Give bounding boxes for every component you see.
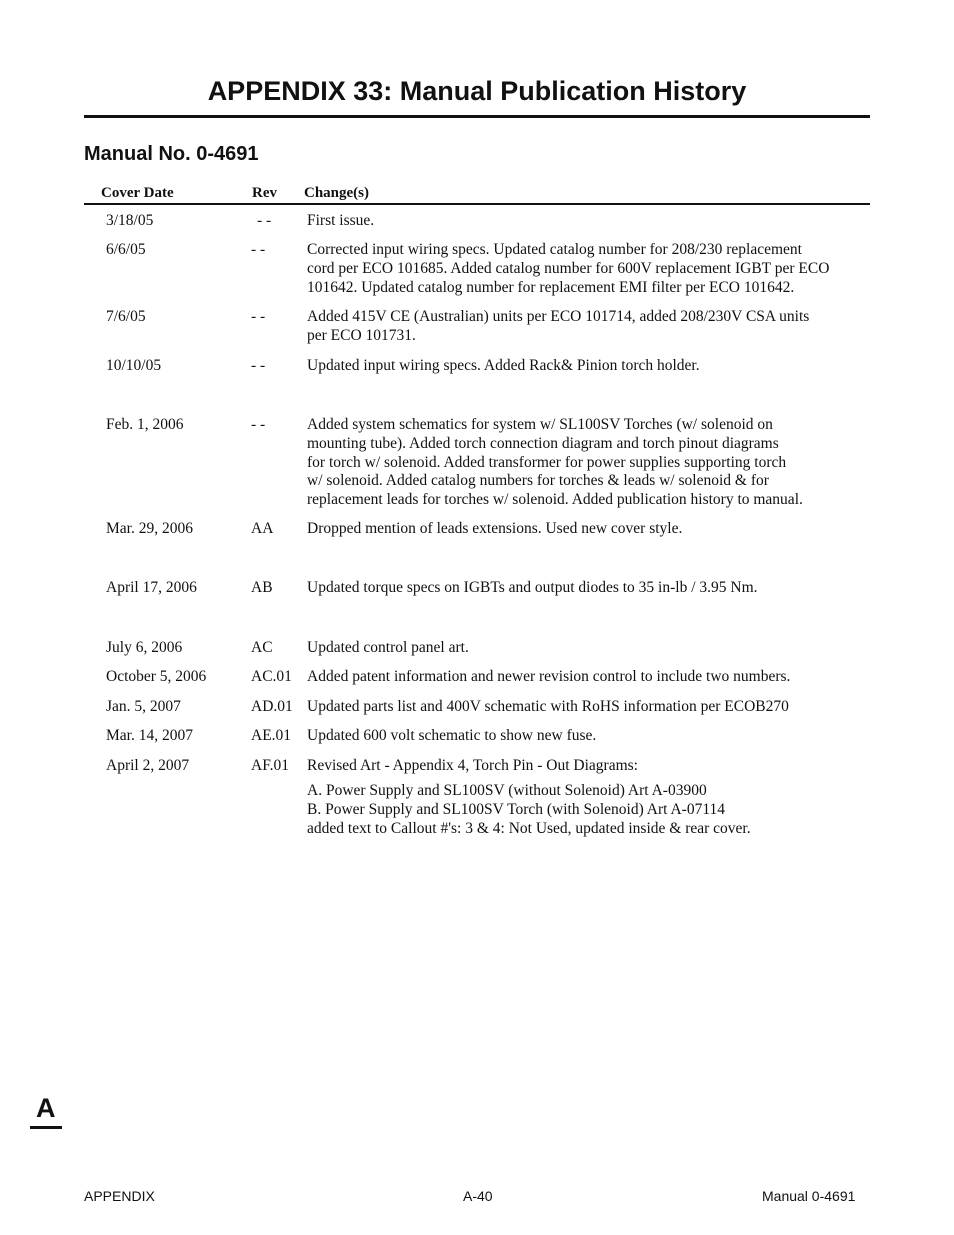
row-rev: AB bbox=[251, 579, 273, 596]
footer-section: APPENDIX bbox=[84, 1188, 155, 1204]
change-line: Dropped mention of leads extensions. Used new cover style. bbox=[307, 520, 683, 537]
row-date: 7/6/05 bbox=[106, 308, 146, 325]
row-date: October 5, 2006 bbox=[106, 668, 207, 685]
row-rev: - - bbox=[257, 212, 272, 229]
change-line: Added patent information and newer revision control to include two numbers. bbox=[307, 668, 791, 685]
change-line: Added 415V CE (Australian) units per ECO 101714, added 208/230V CSA units bbox=[307, 308, 810, 325]
appendix-section-tab: A bbox=[36, 1093, 56, 1123]
row-changes bbox=[307, 579, 872, 598]
row-rev: AA bbox=[251, 520, 274, 537]
row-date: Mar. 29, 2006 bbox=[106, 520, 193, 537]
page-title: APPENDIX 33: Manual Publication History bbox=[207, 76, 747, 106]
header-divider bbox=[84, 203, 870, 205]
row-date: July 6, 2006 bbox=[106, 639, 183, 656]
change-line: cord per ECO 101685. Added catalog number for 600V replacement IGBT per ECO bbox=[307, 259, 830, 277]
row-rev: - - bbox=[251, 416, 266, 433]
footer-page-number: A-40 bbox=[463, 1188, 493, 1204]
row-date: 6/6/05 bbox=[106, 241, 146, 258]
row-date: 3/18/05 bbox=[106, 212, 154, 229]
row-rev: - - bbox=[251, 357, 266, 374]
change-line: added text to Callout #'s: 3 & 4: Not Used, updated inside & rear cover. bbox=[307, 819, 751, 837]
row-date: April 17, 2006 bbox=[106, 579, 197, 596]
art-list bbox=[307, 782, 872, 838]
row-changes bbox=[307, 416, 872, 510]
row-date: Mar. 14, 2007 bbox=[106, 727, 193, 744]
change-line: 101642. Updated catalog number for replacement EMI filter per ECO 101642. bbox=[307, 278, 795, 296]
change-line: for torch w/ solenoid. Added transformer for power supplies supporting torch bbox=[307, 453, 787, 471]
row-changes bbox=[307, 241, 872, 297]
column-header-cover-date: Cover Date bbox=[101, 185, 174, 201]
row-changes bbox=[307, 757, 872, 776]
change-line: Added system schematics for system w/ SL100SV Torches (w/ solenoid on bbox=[307, 416, 773, 433]
row-date: 10/10/05 bbox=[106, 357, 162, 374]
row-changes bbox=[307, 357, 872, 376]
change-line: mounting tube). Added torch connection diagram and torch pinout diagrams bbox=[307, 434, 779, 452]
column-header-rev: Rev bbox=[252, 185, 277, 201]
row-rev: AC bbox=[251, 639, 273, 656]
change-line: Updated control panel art. bbox=[307, 639, 469, 656]
change-line: w/ solenoid. Added catalog numbers for torches & leads w/ solenoid & for bbox=[307, 472, 769, 490]
row-changes bbox=[307, 639, 872, 658]
row-rev: AC.01 bbox=[251, 668, 292, 685]
column-header-changes: Change(s) bbox=[304, 185, 370, 201]
change-line: Updated parts list and 400V schematic with RoHS information per ECOB270 bbox=[307, 698, 789, 715]
change-line: replacement leads for torches w/ solenoid. Added publication history to manual. bbox=[307, 491, 803, 509]
row-rev: - - bbox=[251, 241, 266, 258]
row-changes bbox=[307, 698, 872, 717]
footer-manual-number: Manual 0-4691 bbox=[762, 1188, 856, 1204]
change-line: Corrected input wiring specs. Updated catalog number for 208/230 replacement bbox=[307, 241, 802, 258]
change-line: Updated input wiring specs. Added Rack& Pinion torch holder. bbox=[307, 357, 700, 374]
row-rev: AD.01 bbox=[251, 698, 293, 715]
row-changes bbox=[307, 520, 872, 539]
row-rev: AF.01 bbox=[251, 757, 289, 774]
change-line: Revised Art - Appendix 4, Torch Pin - Out Diagrams: bbox=[307, 757, 638, 774]
change-line: First issue. bbox=[307, 212, 375, 229]
row-changes bbox=[307, 212, 872, 231]
row-date: April 2, 2007 bbox=[106, 757, 190, 774]
row-rev: - - bbox=[251, 308, 266, 325]
change-line: A. Power Supply and SL100SV (without Solenoid) Art A-03900 bbox=[307, 782, 707, 799]
change-line: B. Power Supply and SL100SV Torch (with Solenoid) Art A-07114 bbox=[307, 800, 725, 818]
row-changes bbox=[307, 727, 872, 746]
change-line: Updated torque specs on IGBTs and output diodes to 35 in-lb / 3.95 Nm. bbox=[307, 579, 758, 596]
change-line: Updated 600 volt schematic to show new fuse. bbox=[307, 727, 597, 744]
row-changes bbox=[307, 308, 872, 346]
row-changes bbox=[307, 668, 872, 687]
manual-number-heading: Manual No. 0-4691 bbox=[84, 143, 259, 165]
row-rev: AE.01 bbox=[251, 727, 292, 744]
section-tab-underline bbox=[30, 1126, 62, 1129]
row-date: Feb. 1, 2006 bbox=[106, 416, 184, 433]
row-date: Jan. 5, 2007 bbox=[106, 698, 181, 715]
title-divider bbox=[84, 115, 870, 118]
change-line: per ECO 101731. bbox=[307, 326, 416, 344]
